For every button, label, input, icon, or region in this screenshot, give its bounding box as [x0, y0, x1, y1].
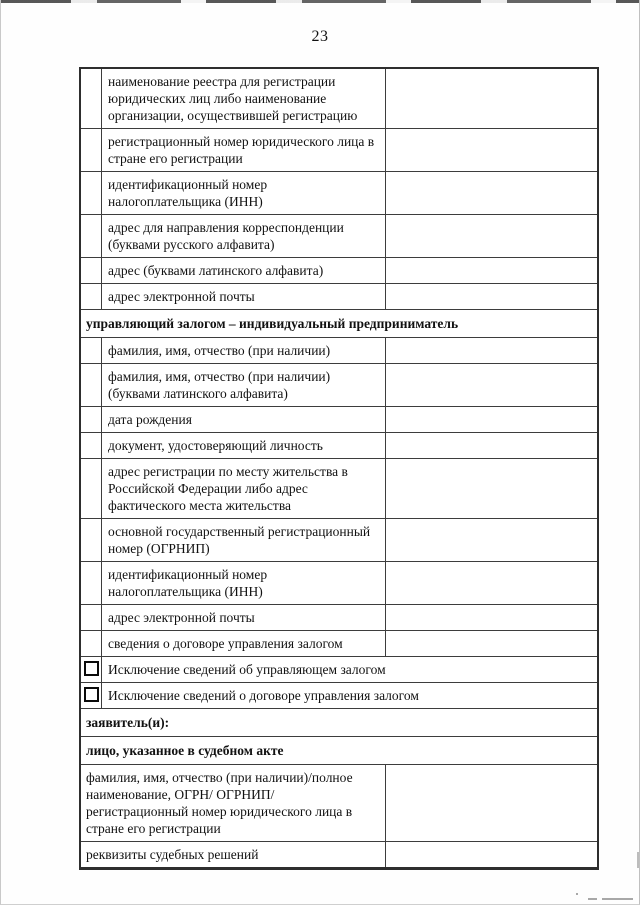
checkbox-icon [84, 661, 99, 676]
checkbox-cell [81, 683, 102, 708]
field-label: адрес для направления корреспонденции (буквами русского алфавита) [108, 220, 344, 252]
field-value-cell [385, 215, 597, 257]
registration-form-table [79, 67, 599, 870]
field-row-latin-address [81, 257, 597, 283]
field-value-cell [385, 433, 597, 458]
field-row-applicant-name-ogrn [81, 764, 597, 841]
checkbox-icon [84, 687, 99, 702]
scan-artifact-topline [1, 0, 639, 3]
field-value-cell [385, 172, 597, 214]
checkbox-row-exclude-contract [81, 682, 597, 708]
field-label: фамилия, имя, отчество (при наличии) [108, 343, 331, 358]
field-row-ip-email [81, 604, 597, 630]
field-value-cell [385, 69, 597, 128]
indent-cell [81, 258, 102, 283]
field-label: регистрационный номер юридического лица в стране его регистрации [108, 134, 375, 166]
indent-cell [81, 407, 102, 432]
field-row-identity-document [81, 432, 597, 458]
field-value-cell [385, 765, 597, 841]
page-number: 23 [311, 28, 329, 45]
field-label: адрес электронной почты [108, 289, 255, 304]
indent-cell [81, 129, 102, 171]
field-label: адрес (буквами латинского алфавита) [108, 263, 324, 278]
section-header-row-applicants [81, 708, 597, 736]
field-value-cell [385, 258, 597, 283]
field-row-ip-inn [81, 561, 597, 604]
checkbox-label: Исключение сведений о договоре управления залогом [108, 688, 419, 703]
indent-cell [81, 631, 102, 656]
field-value-cell [385, 284, 597, 309]
field-row-email [81, 283, 597, 309]
field-label: идентификационный номер налогоплательщика (ИНН) [108, 177, 268, 209]
field-label: дата рождения [108, 412, 192, 427]
field-row-ogrnip [81, 518, 597, 561]
section-header-label: заявитель(и): [86, 715, 170, 730]
field-row-inn [81, 171, 597, 214]
checkbox-row-exclude-manager [81, 656, 597, 682]
checkbox-label: Исключение сведений об управляющем залогом [108, 662, 386, 677]
field-row-registration-number [81, 128, 597, 171]
field-label: фамилия, имя, отчество (при наличии)/полное наименование, ОГРН/ ОГРНИП/ регистрационный номер юридического лица в стране его регистрации [86, 770, 353, 836]
field-label: сведения о договоре управления залогом [108, 636, 343, 651]
field-value-cell [385, 129, 597, 171]
field-label: наименование реестра для регистрации юридических лиц либо наименование организации, осуществившей регистрацию [108, 74, 358, 123]
field-label: реквизиты судебных решений [86, 847, 259, 862]
indent-cell [81, 519, 102, 561]
field-row-management-contract [81, 630, 597, 656]
field-row-registry-name [81, 69, 597, 128]
field-label: адрес регистрации по месту жительства в Российской Федерации либо адрес фактического места жительства [108, 464, 348, 513]
scan-artifact-dash [602, 898, 633, 900]
field-value-cell [385, 605, 597, 630]
indent-cell [81, 433, 102, 458]
field-label: адрес электронной почты [108, 610, 255, 625]
section-header-label: управляющий залогом – индивидуальный предприниматель [86, 316, 459, 331]
field-value-cell [385, 631, 597, 656]
indent-cell [81, 459, 102, 518]
field-value-cell [385, 562, 597, 604]
field-row-correspondence-address [81, 214, 597, 257]
field-value-cell [385, 842, 597, 867]
section-header-label: лицо, указанное в судебном акте [86, 743, 284, 758]
field-row-court-decisions [81, 841, 597, 867]
field-value-cell [385, 459, 597, 518]
indent-cell [81, 69, 102, 128]
indent-cell [81, 284, 102, 309]
indent-cell [81, 172, 102, 214]
indent-cell [81, 215, 102, 257]
field-label: документ, удостоверяющий личность [108, 438, 323, 453]
field-value-cell [385, 407, 597, 432]
field-label: идентификационный номер налогоплательщика (ИНН) [108, 567, 268, 599]
indent-cell [81, 562, 102, 604]
field-row-residence-address [81, 458, 597, 518]
section-header-row-court-person [81, 736, 597, 764]
indent-cell [81, 364, 102, 406]
field-value-cell [385, 338, 597, 363]
field-label: основной государственный регистрационный номер (ОГРНИП) [108, 524, 371, 556]
scan-artifact-dash [588, 898, 597, 900]
field-row-birthdate [81, 406, 597, 432]
field-label: фамилия, имя, отчество (при наличии) (буквами латинского алфавита) [108, 369, 331, 401]
section-header-row-ip [81, 309, 597, 337]
field-value-cell [385, 364, 597, 406]
scan-artifact-speck [576, 893, 578, 895]
indent-cell [81, 338, 102, 363]
field-value-cell [385, 519, 597, 561]
checkbox-cell [81, 657, 102, 682]
field-row-fio [81, 337, 597, 363]
indent-cell [81, 605, 102, 630]
field-row-fio-latin [81, 363, 597, 406]
